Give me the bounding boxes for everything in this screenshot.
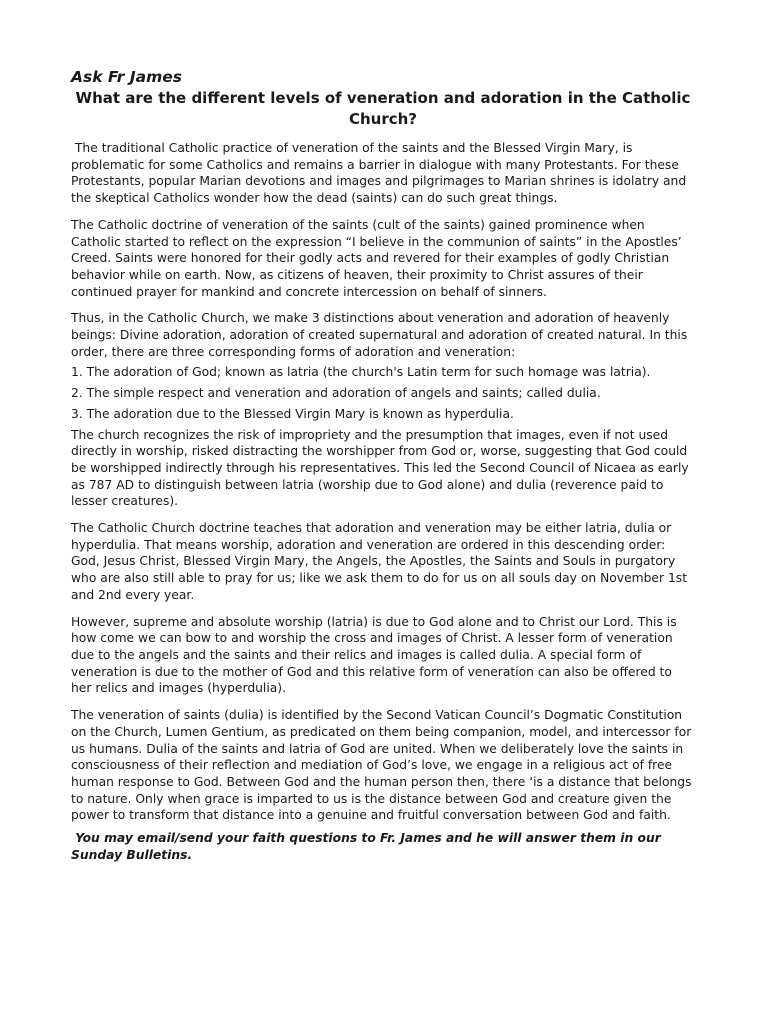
list-item-latria: 1. The adoration of God; known as latria (the church's Latin term for such homage was latria). [71, 365, 651, 380]
paragraph-doctrine: The Catholic doctrine of veneration of the saints (cult of the saints) gained prominence when Catholic started to reflect on the expression “I believe in the communion of saints” in the Apostles’ Creed. Saints were honored for their godly acts and revered for their examples of godly Christian behavior while on earth. Now, as citizens of heaven, their proximity to Christ assures of their continued prayer for mankind and concrete intercession on behalf of sinners. [71, 217, 682, 299]
document-page [71, 68, 695, 863]
paragraph-images-risk: The church recognizes the risk of impropriety and the presumption that images, even if not used directly in worship, risked distracting the worshipper from God or, worse, suggesting that God could be worshipped indirectly through his representatives. This led the Second Council of Nicaea as early as 787 AD to distinguish between latria (worship due to God alone) and dulia (reverence paid to lesser creatures). [71, 427, 689, 509]
paragraph-vatican-council: The veneration of saints (dulia) is identified by the Second Vatican Council’s Dogmatic Constitution on the Church, Lumen Gentium, as predicated on them being companion, model, and intercessor for us humans. Dulia of the saints and latria of God are united. When we deliberately love the saints in consciousness of their reflection and mediation of God’s love, we engage in a religious act of free human response to God. Between God and the human person then, there ‘is a distance that belongs to nature. Only when grace is imparted to us is the distance between God and creature given the power to transform that distance into a genuine and fruitful conversation between God and faith. [71, 708, 692, 823]
list-item-hyperdulia: 3. The adoration due to the Blessed Virgin Mary is known as hyperdulia. [71, 406, 514, 421]
list-item-dulia: 2. The simple respect and veneration and adoration of angels and saints; called dulia. [71, 386, 601, 401]
paragraph-distinctions: Thus, in the Catholic Church, we make 3 distinctions about veneration and adoration of heavenly beings: Divine adoration, adoration of created supernatural and adoration of created natural. In this order, there are three corresponding forms of adoration and veneration: [71, 311, 688, 359]
paragraph-intro: The traditional Catholic practice of veneration of the saints and the Blessed Virgin Mary, is problematic for some Catholics and remains a barrier in dialogue with many Protestants. For these Protestants, popular Marian devotions and images and pilgrimages to Marian shrines is idolatry and the skeptical Catholics wonder how the dead (saints) can do such great things. [71, 141, 691, 206]
article-headline: What are the different levels of veneration and adoration in the Catholic Church? [75, 89, 691, 128]
series-title: Ask Fr James [71, 68, 182, 86]
paragraph-supreme-worship: However, supreme and absolute worship (latria) is due to God alone and to Christ our Lord. This is how come we can bow to and worship the cross and images of Christ. A lesser form of veneration due to the angels and the saints and their relics and images is called dulia. A special form of veneration is due to the mother of God and this relative form of veneration can also be offered to her relics and images (hyperdulia). [71, 614, 677, 696]
closing-note: You may email/send your faith questions to Fr. James and he will answer them in our Sunday Bulletins. [71, 831, 666, 862]
paragraph-ordering: The Catholic Church doctrine teaches that adoration and veneration may be either latria, dulia or hyperdulia. That means worship, adoration and veneration are ordered in this descending order: God, Jesus Christ, Blessed Virgin Mary, the Angels, the Apostles, the Saints and Souls in purgatory who are also still able to pray for us; like we ask them to do for us on all souls day on November 1st and 2nd every year. [71, 521, 688, 602]
